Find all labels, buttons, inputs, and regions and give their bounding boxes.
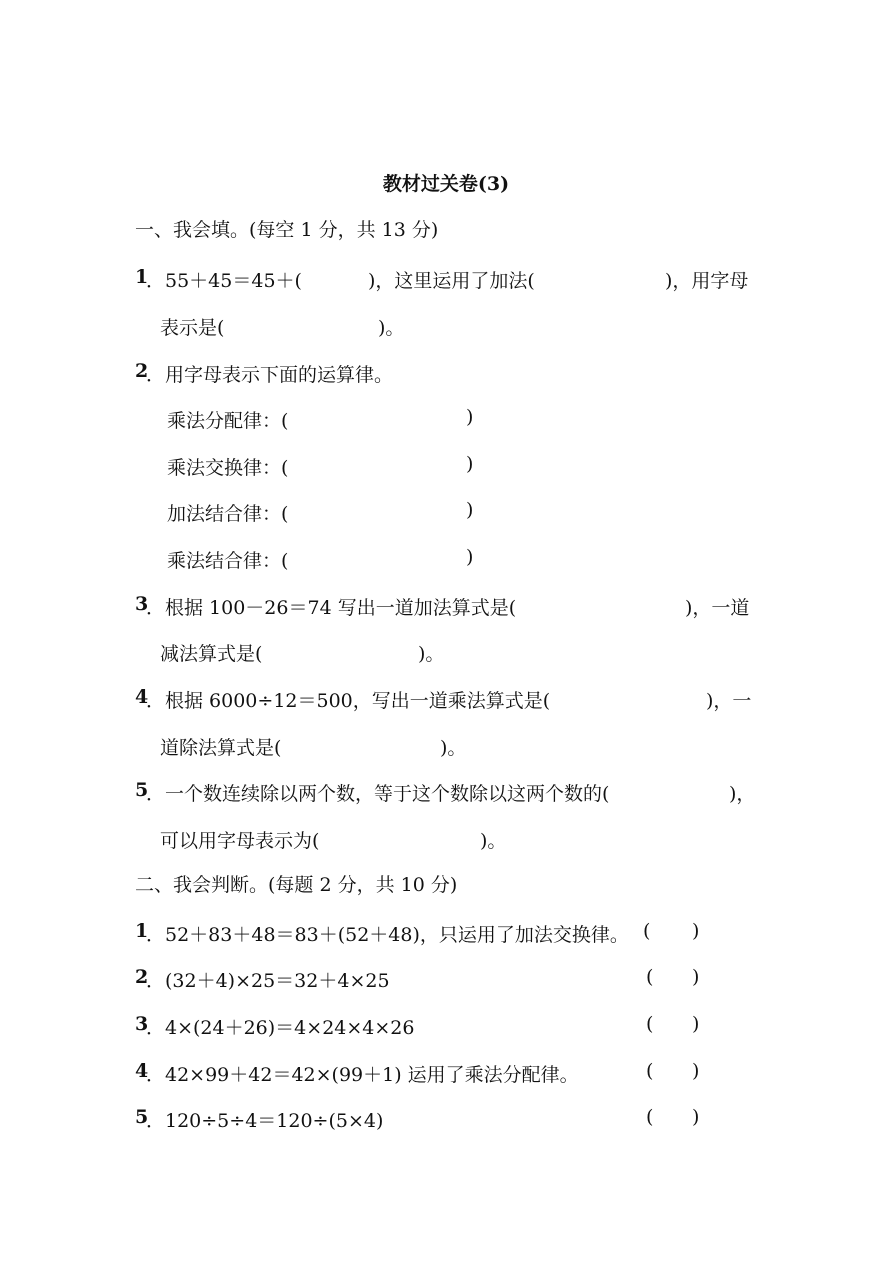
q5-text-d: )。 (480, 830, 507, 852)
q3-number: 3 (135, 593, 149, 615)
judge-2-text: ．(32＋4)×25＝32＋4×25 (146, 970, 390, 992)
judge-1-close: ) (692, 920, 700, 942)
judge-3-text: ．4×(24＋26)＝4×24×4×26 (146, 1017, 415, 1039)
judge-4-number: 4 (135, 1060, 149, 1082)
page-title: 教材过关卷(3) (382, 173, 510, 195)
judge-1-number: 1 (135, 920, 149, 942)
q4-text-c: 道除法算式是( (160, 737, 282, 759)
law-mult-associative-label: 乘法结合律：( (167, 550, 289, 572)
q3-text-b: )，一道 (685, 597, 750, 619)
judge-4-text: ．42×99＋42＝42×(99＋1) 运用了乘法分配律。 (146, 1064, 579, 1086)
judge-3-number: 3 (135, 1013, 149, 1035)
judge-1-open: ( (643, 920, 651, 942)
q2-number: 2 (135, 360, 149, 382)
q4-text-d: )。 (440, 737, 467, 759)
judge-2-open: ( (646, 966, 654, 988)
q1-number: 1 (135, 266, 149, 288)
judge-5-text: ．120÷5÷4＝120÷(5×4) (146, 1110, 384, 1132)
judge-3-open: ( (646, 1013, 654, 1035)
judge-1-text: ．52＋83＋48＝83＋(52＋48)，只运用了加法交换律。 (146, 924, 629, 946)
judge-5-close: ) (692, 1106, 700, 1128)
q3-text-c: 减法算式是( (160, 643, 263, 665)
q1-text-a: ．55＋45＝45＋( (146, 270, 302, 292)
q5-text-c: 可以用字母表示为( (160, 830, 320, 852)
law-distributive-close: ) (466, 406, 474, 428)
judge-3-close: ) (692, 1013, 700, 1035)
q5-number: 5 (135, 779, 149, 801)
q2-text: ．用字母表示下面的运算律。 (146, 364, 394, 386)
law-mult-associative-close: ) (466, 546, 474, 568)
q1-text-b: )，这里运用了加法( (368, 270, 535, 292)
law-distributive-label: 乘法分配律：( (167, 410, 289, 432)
law-add-associative-close: ) (466, 499, 474, 521)
section2-heading: 二、我会判断。(每题 2 分，共 10 分) (135, 874, 458, 896)
section1-heading: 一、我会填。(每空 1 分，共 13 分) (135, 219, 439, 241)
q4-text-b: )，一 (706, 690, 752, 712)
q1-text-d: 表示是( (160, 317, 225, 339)
judge-4-open: ( (646, 1060, 654, 1082)
q4-number: 4 (135, 686, 149, 708)
judge-5-open: ( (646, 1106, 654, 1128)
q1-text-e: )。 (378, 317, 405, 339)
q1-text-c: )，用字母 (665, 270, 749, 292)
judge-2-number: 2 (135, 966, 149, 988)
q3-text-d: )。 (418, 643, 445, 665)
judge-2-close: ) (692, 966, 700, 988)
judge-4-close: ) (692, 1060, 700, 1082)
q3-text-a: ．根据 100－26＝74 写出一道加法算式是( (146, 597, 517, 619)
q4-text-a: ．根据 6000÷12＝500，写出一道乘法算式是( (146, 690, 551, 712)
q5-text-a: ．一个数连续除以两个数，等于这个数除以这两个数的( (146, 783, 610, 805)
law-mult-commutative-close: ) (466, 453, 474, 475)
law-add-associative-label: 加法结合律：( (167, 503, 289, 525)
q5-text-b: )， (729, 783, 756, 805)
law-mult-commutative-label: 乘法交换律：( (167, 457, 289, 479)
judge-5-number: 5 (135, 1106, 149, 1128)
